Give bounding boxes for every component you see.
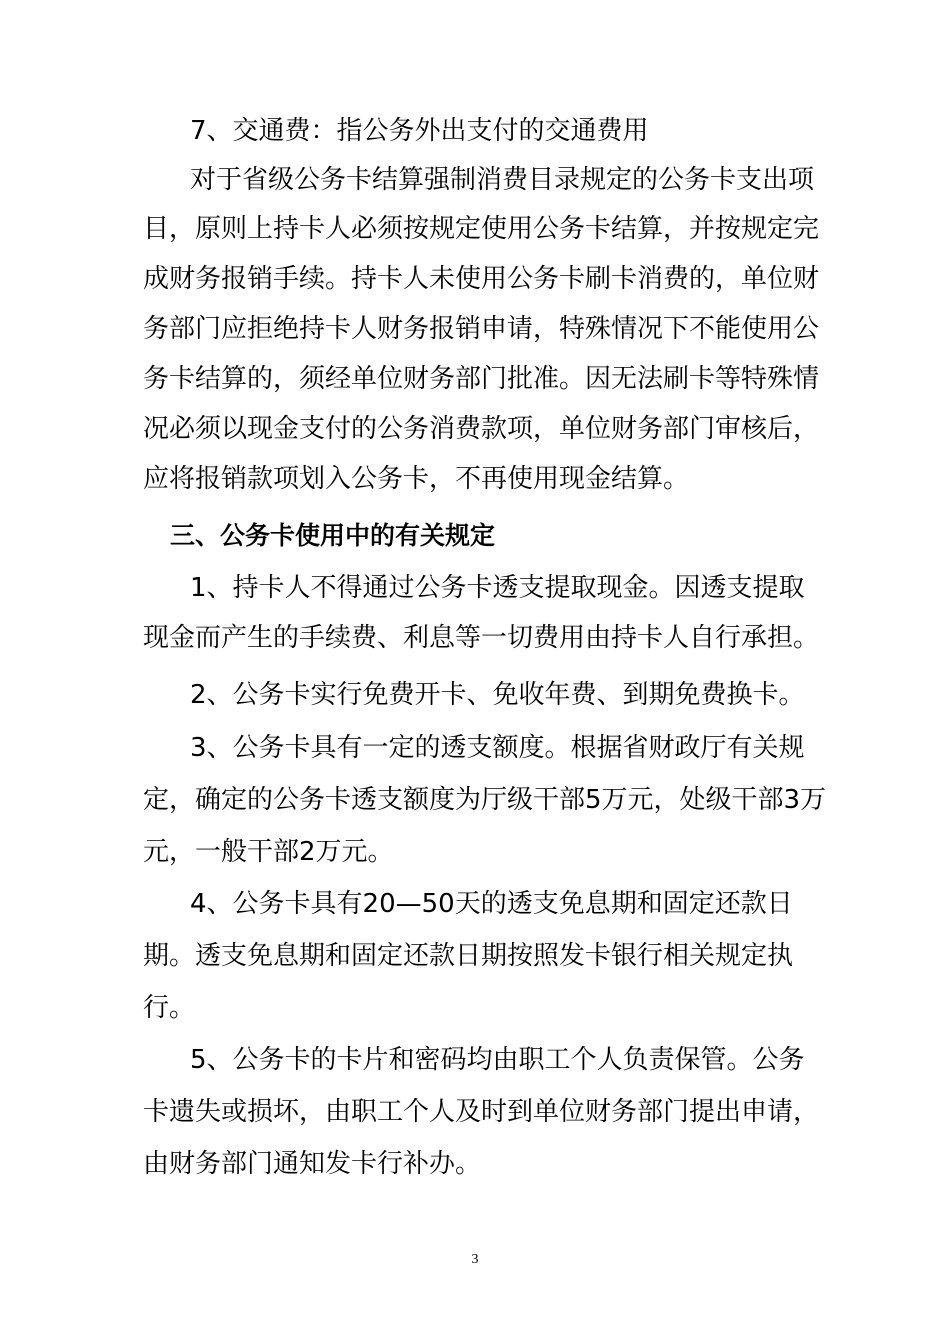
section-heading: 三、公务卡使用中的有关规定 [170,521,496,550]
text-line: 务卡结算的，须经单位财务部门批准。因无法刷卡等特殊情 [143,364,820,394]
text-line: 由财务部门通知发卡行补办。 [143,1149,482,1179]
text-line: 行。 [143,993,196,1023]
text-line: 7、交通费：指公务外出支付的交通费用 [190,116,649,146]
text-line: 5、公务卡的卡片和密码均由职工个人负责保管。公务 [190,1045,805,1075]
text-line: 2、公务卡实行免费开卡、免收年费、到期免费换卡。 [190,680,805,710]
text-line: 期。透支免息期和固定还款日期按照发卡银行相关规定执 [143,941,794,971]
text-line: 定，确定的公务卡透支额度为厅级干部5万元，处级干部3万 [143,785,827,815]
text-line: 成财务报销手续。持卡人未使用公务卡刷卡消费的，单位财 [143,264,820,294]
page-number: 3 [471,1252,479,1267]
text-line: 3、公务卡具有一定的透支额度。根据省财政厅有关规 [190,733,805,763]
text-line: 况必须以现金支付的公务消费款项，单位财务部门审核后， [143,414,820,444]
text-line: 应将报销款项划入公务卡，不再使用现金结算。 [143,464,690,494]
text-line: 1、持卡人不得通过公务卡透支提取现金。因透支提取 [190,573,805,603]
text-line: 元，一般干部2万元。 [143,837,394,867]
text-line: 现金而产生的手续费、利息等一切费用由持卡人自行承担。 [143,623,820,653]
text-line: 目，原则上持卡人必须按规定使用公务卡结算，并按规定完 [143,214,820,244]
text-line: 卡遗失或损坏，由职工个人及时到单位财务部门提出申请， [143,1097,820,1127]
text-line: 务部门应拒绝持卡人财务报销申请，特殊情况下不能使用公 [143,314,820,344]
text-line: 对于省级公务卡结算强制消费目录规定的公务卡支出项 [190,165,815,195]
text-line: 4、公务卡具有20—50天的透支免息期和固定还款日 [190,889,793,919]
